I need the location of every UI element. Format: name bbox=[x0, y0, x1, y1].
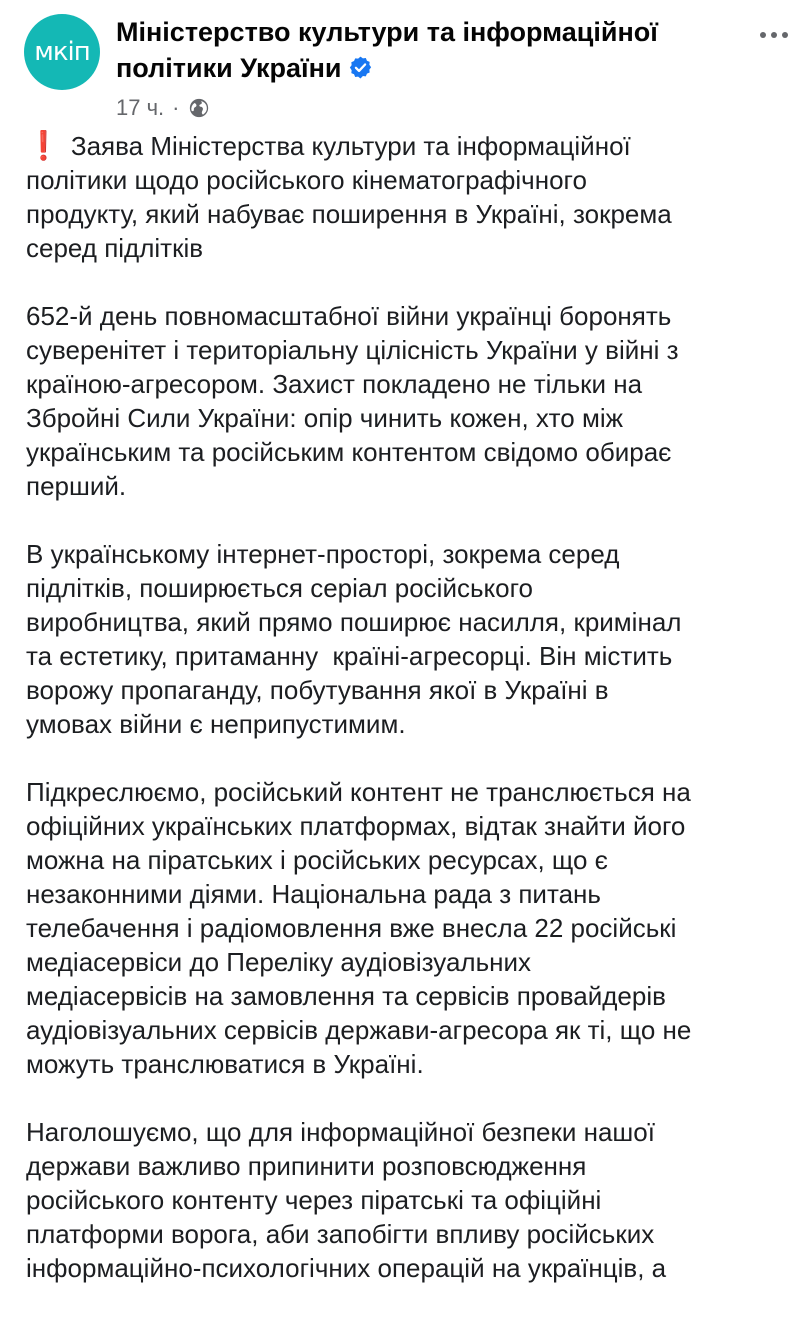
post-line: медіасервісів на замовлення та сервісів провайдерів bbox=[26, 981, 666, 1011]
post-paragraph bbox=[26, 775, 796, 1081]
post-line: аудіовізуальних сервісів держави-агресора як ті, що не bbox=[26, 1015, 692, 1045]
post-line: ❗ Заява Міністерства культури та інформаційної bbox=[26, 130, 631, 161]
post-line: продукту, який набуває поширення в Україні, зокрема bbox=[26, 199, 672, 229]
post-header bbox=[0, 0, 812, 130]
post-line: телебачення і радіомовлення вже внесла 22 російські bbox=[26, 913, 677, 943]
page-name-line1: Міністерство культури та інформаційної bbox=[116, 17, 658, 47]
post-line: можуть транслюватися в Україні. bbox=[26, 1049, 424, 1079]
globe-icon[interactable] bbox=[188, 97, 210, 119]
post-line: російського контенту через піратські та офіційні bbox=[26, 1185, 602, 1215]
post-timestamp[interactable]: 17 ч. bbox=[116, 95, 165, 120]
post-body bbox=[26, 129, 796, 1319]
post-line: незаконними діями. Національна рада з питань bbox=[26, 879, 601, 909]
post-line: підлітків, поширюється серіал російського bbox=[26, 573, 534, 603]
page-avatar[interactable] bbox=[24, 14, 100, 90]
post-meta bbox=[116, 93, 210, 123]
post-paragraph bbox=[26, 129, 796, 265]
post-line: ворожу пропаганду, побутування якої в Україні в bbox=[26, 675, 609, 705]
post-line: Збройні Сили України: опір чинить кожен, хто між bbox=[26, 403, 623, 433]
exclamation-icon: ❗ bbox=[26, 130, 61, 161]
post-line: В українському інтернет-просторі, зокрема серед bbox=[26, 539, 620, 569]
post-line: виробництва, який прямо поширює насилля, кримінал bbox=[26, 607, 682, 637]
post-line: країною-агресором. Захист покладено не тільки на bbox=[26, 369, 643, 399]
post-line: суверенітет і територіальну цілісність України у війні з bbox=[26, 335, 679, 365]
post-paragraph bbox=[26, 299, 796, 503]
post-line: Наголошуємо, що для інформаційної безпеки нашої bbox=[26, 1117, 655, 1147]
more-icon bbox=[760, 32, 766, 38]
more-options-button[interactable] bbox=[750, 20, 798, 50]
post-line: медіасервіси до Переліку аудіовізуальних bbox=[26, 947, 532, 977]
post-paragraph bbox=[26, 537, 796, 741]
verified-badge-icon bbox=[348, 55, 373, 80]
post-line: українським та російським контентом свідомо обирає bbox=[26, 437, 672, 467]
post-line: умовах війни є неприпустимим. bbox=[26, 709, 406, 739]
post-line: держави важливо припинити розповсюдження bbox=[26, 1151, 587, 1181]
post-line: платформи ворога, аби запобігти впливу російських bbox=[26, 1219, 655, 1249]
post-line: 652-й день повномасштабної війни українці боронять bbox=[26, 301, 672, 331]
meta-separator: · bbox=[172, 95, 180, 120]
page-name-line2: політики України bbox=[116, 53, 342, 83]
post-line: Підкреслюємо, російський контент не транслюється на bbox=[26, 777, 691, 807]
avatar-logo-text: мкіп bbox=[34, 37, 90, 67]
post-line: та естетику, притаманну країні-агресорці. Він містить bbox=[26, 641, 673, 671]
post-line: політики щодо російського кінематографічного bbox=[26, 165, 587, 195]
post-line: серед підлітків bbox=[26, 233, 204, 263]
post-line: можна на піратських і російських ресурсах, що є bbox=[26, 845, 608, 875]
post-line: перший. bbox=[26, 471, 127, 501]
post-line: інформаційно-психологічних операцій на українців, а bbox=[26, 1253, 667, 1283]
page-name[interactable] bbox=[116, 14, 736, 86]
post-paragraph bbox=[26, 1115, 796, 1285]
post-line: офіційних українських платформах, відтак знайти його bbox=[26, 811, 686, 841]
